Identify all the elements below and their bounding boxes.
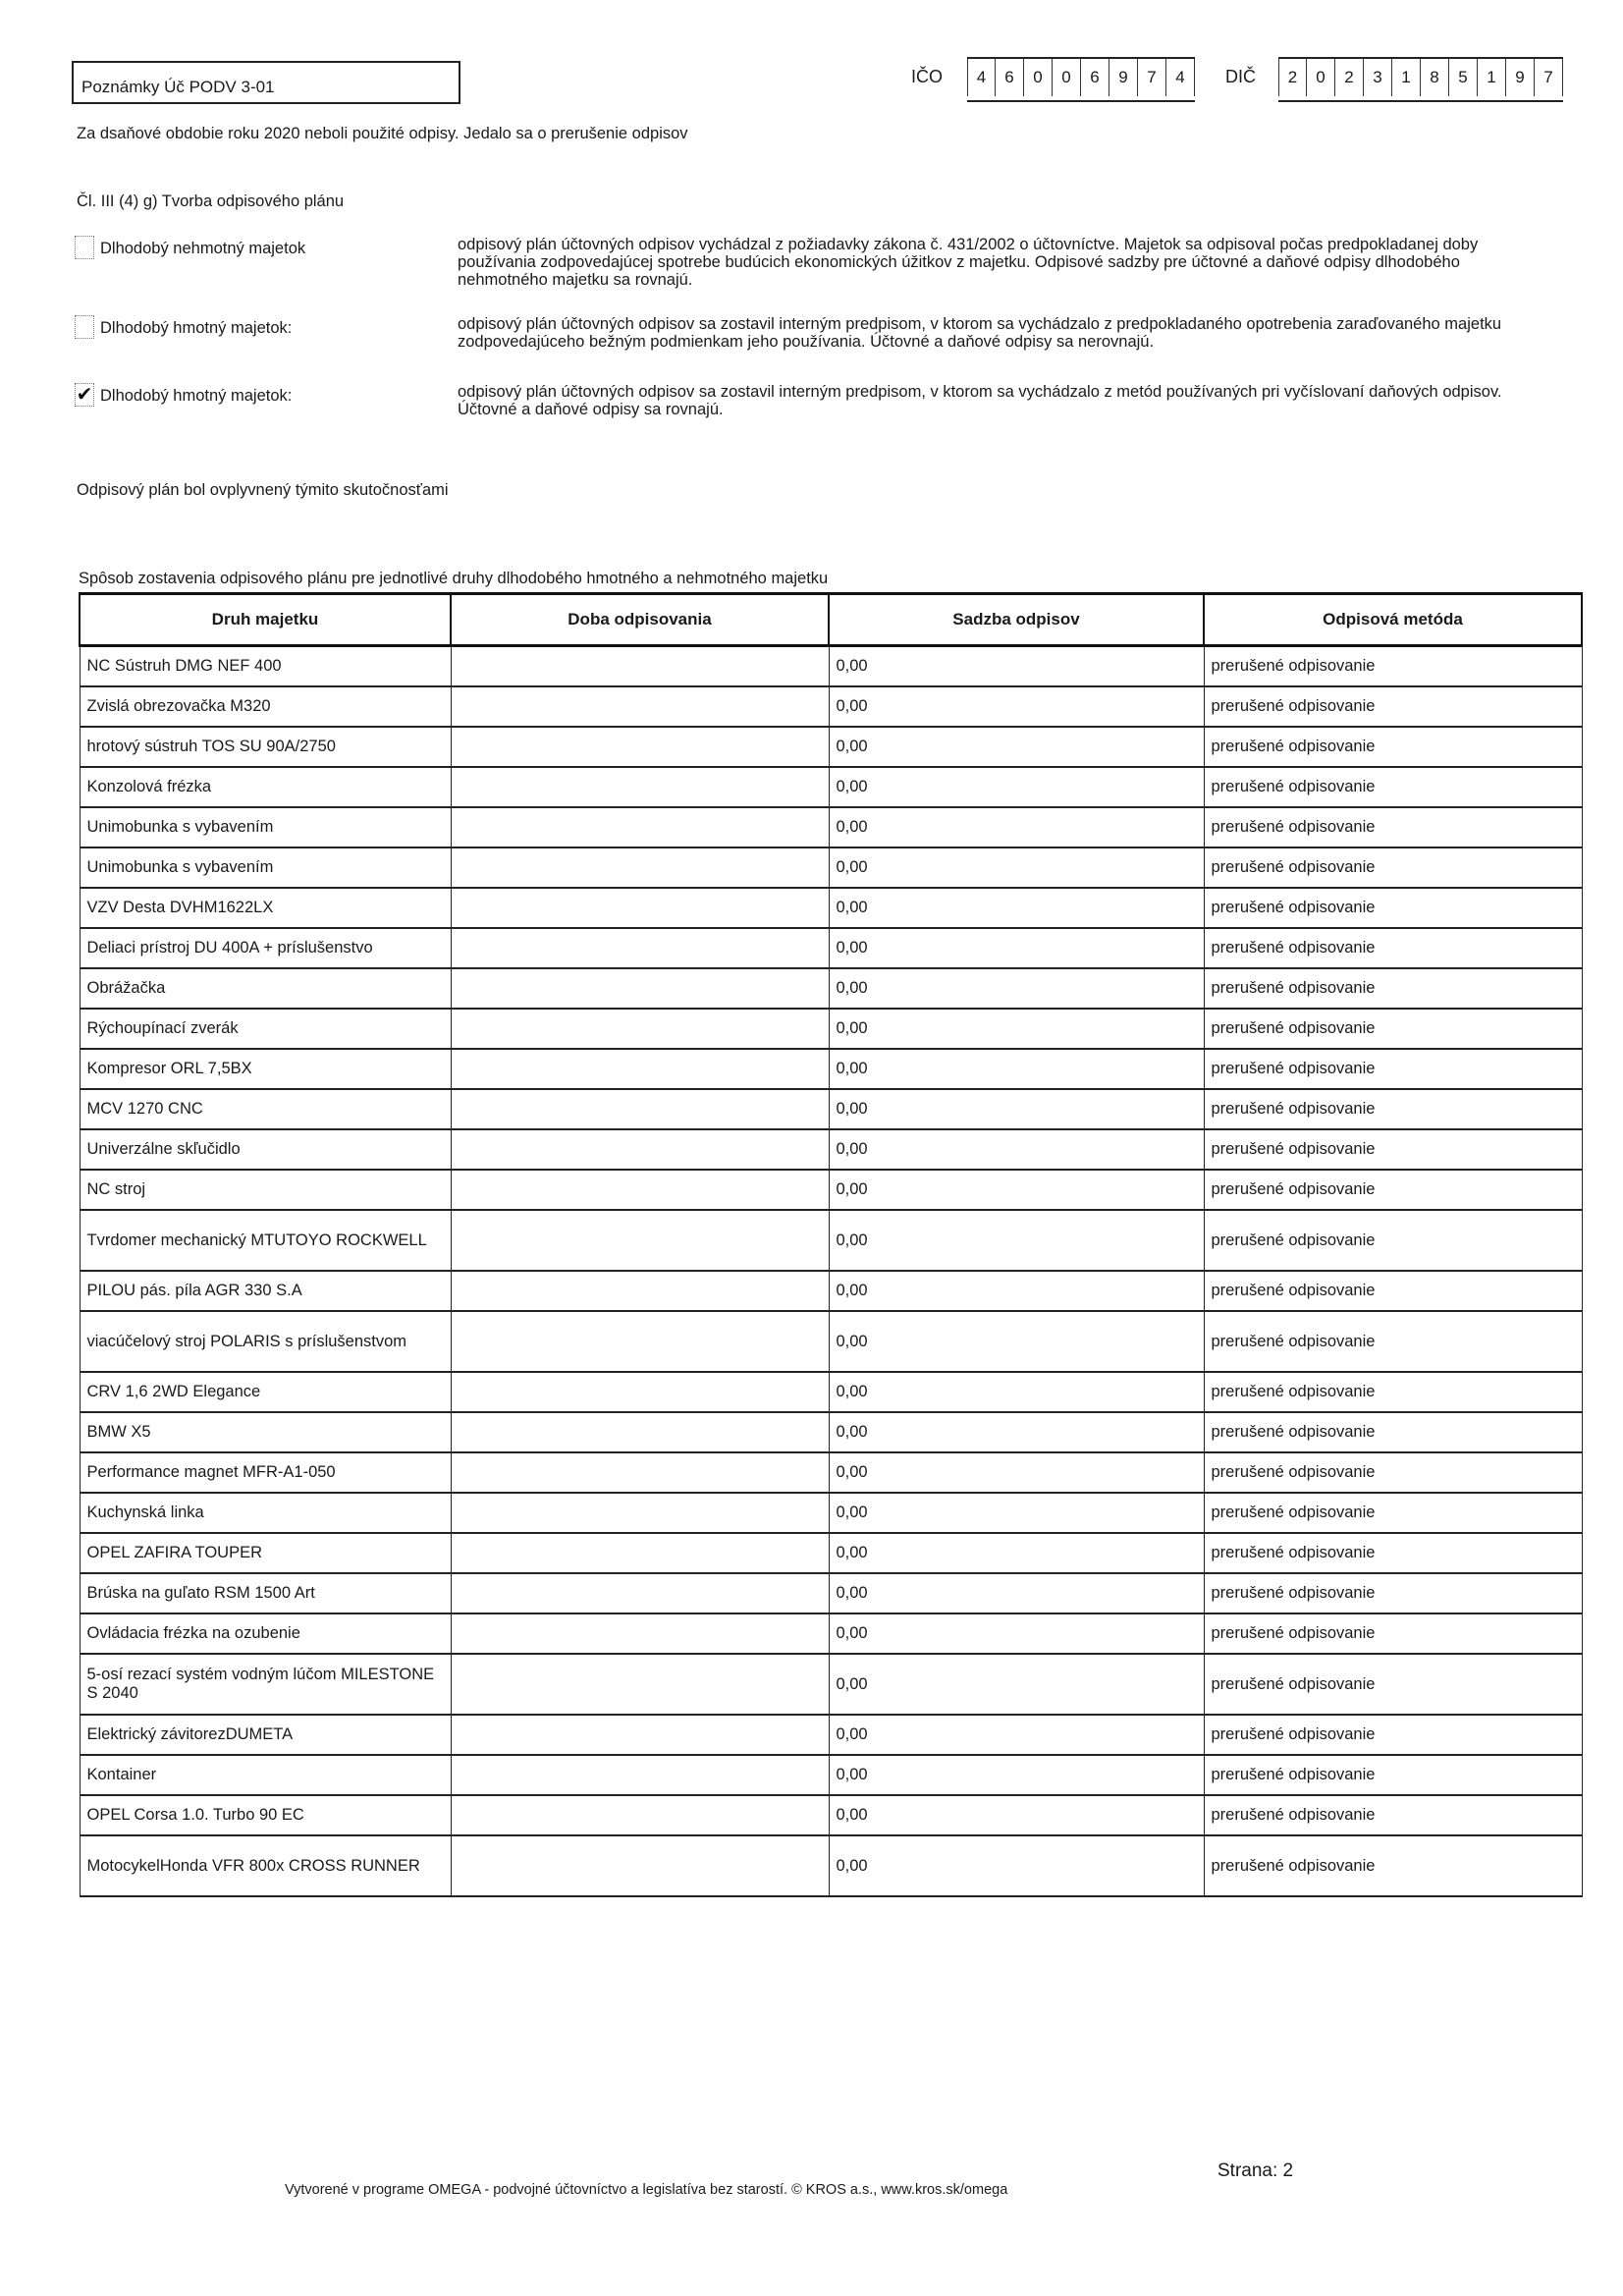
- cell-depreciation-rate: 0,00: [829, 888, 1204, 928]
- cell-asset-type: MCV 1270 CNC: [80, 1089, 451, 1129]
- cell-depreciation-method: prerušené odpisovanie: [1204, 1049, 1582, 1089]
- cell-depreciation-rate: 0,00: [829, 1654, 1204, 1715]
- cell-depreciation-method: prerušené odpisovanie: [1204, 928, 1582, 968]
- table-caption: Spôsob zostavenia odpisového plánu pre jednotlivé druhy dlhodobého hmotného a nehmotného majetku: [79, 570, 829, 587]
- table-row: [80, 1715, 1582, 1755]
- table-row: [80, 968, 1582, 1009]
- cell-asset-type: Unimobunka s vybavením: [80, 807, 451, 847]
- cell-asset-type: Elektrický závitorezDUMETA: [80, 1715, 451, 1755]
- cell-depreciation-period: [451, 928, 829, 968]
- cell-depreciation-period: [451, 1089, 829, 1129]
- cell-asset-type: OPEL ZAFIRA TOUPER: [80, 1533, 451, 1573]
- table-row: [80, 1089, 1582, 1129]
- cell-depreciation-rate: 0,00: [829, 1009, 1204, 1049]
- cell-asset-type: Tvrdomer mechanický MTUTOYO ROCKWELL: [80, 1210, 451, 1271]
- cell-depreciation-rate: 0,00: [829, 1452, 1204, 1493]
- cell-depreciation-period: [451, 1573, 829, 1613]
- id-digit: 2: [1278, 59, 1307, 96]
- option-intangible-assets: [75, 236, 1606, 289]
- cell-asset-type: PILOU pás. píla AGR 330 S.A: [80, 1271, 451, 1311]
- cell-depreciation-period: [451, 847, 829, 888]
- cell-depreciation-rate: 0,00: [829, 727, 1204, 767]
- influence-text: Odpisový plán bol ovplyvnený týmito skutočnosťami: [77, 481, 449, 499]
- header-depreciation-method: Odpisová metóda: [1204, 594, 1582, 646]
- cell-depreciation-rate: 0,00: [829, 686, 1204, 727]
- cell-depreciation-rate: 0,00: [829, 1412, 1204, 1452]
- cell-depreciation-rate: 0,00: [829, 646, 1204, 687]
- cell-depreciation-rate: 0,00: [829, 767, 1204, 807]
- cell-depreciation-rate: 0,00: [829, 1311, 1204, 1372]
- depreciation-table: [79, 592, 1583, 1897]
- cell-depreciation-period: [451, 727, 829, 767]
- cell-depreciation-period: [451, 1372, 829, 1412]
- cell-depreciation-rate: 0,00: [829, 968, 1204, 1009]
- table-row: [80, 1210, 1582, 1271]
- table-row: [80, 1795, 1582, 1835]
- cell-depreciation-method: prerušené odpisovanie: [1204, 847, 1582, 888]
- cell-depreciation-period: [451, 1613, 829, 1654]
- cell-depreciation-rate: 0,00: [829, 1533, 1204, 1573]
- id-digit: 2: [1335, 59, 1364, 96]
- table-row: [80, 1129, 1582, 1170]
- cell-depreciation-rate: 0,00: [829, 1755, 1204, 1795]
- cell-depreciation-method: prerušené odpisovanie: [1204, 646, 1582, 687]
- option-tangible-assets-internal: [75, 315, 1606, 351]
- cell-asset-type: BMW X5: [80, 1412, 451, 1452]
- cell-depreciation-method: prerušené odpisovanie: [1204, 1715, 1582, 1755]
- table-row: [80, 686, 1582, 727]
- table-row: [80, 1755, 1582, 1795]
- cell-depreciation-rate: 0,00: [829, 1129, 1204, 1170]
- cell-asset-type: VZV Desta DVHM1622LX: [80, 888, 451, 928]
- cell-depreciation-period: [451, 1311, 829, 1372]
- table-row: [80, 1049, 1582, 1089]
- table-row: [80, 1573, 1582, 1613]
- table-row: [80, 1372, 1582, 1412]
- cell-depreciation-rate: 0,00: [829, 1795, 1204, 1835]
- option-label: Dlhodobý hmotný majetok:: [100, 387, 293, 405]
- id-digit: 4: [1166, 59, 1195, 96]
- cell-depreciation-method: prerušené odpisovanie: [1204, 807, 1582, 847]
- table-row: [80, 1654, 1582, 1715]
- table-row: [80, 928, 1582, 968]
- cell-asset-type: Ovládacia frézka na ozubenie: [80, 1613, 451, 1654]
- cell-depreciation-rate: 0,00: [829, 1049, 1204, 1089]
- cell-depreciation-rate: 0,00: [829, 1573, 1204, 1613]
- cell-depreciation-rate: 0,00: [829, 1715, 1204, 1755]
- cell-asset-type: Konzolová frézka: [80, 767, 451, 807]
- cell-depreciation-rate: 0,00: [829, 1493, 1204, 1533]
- cell-asset-type: Brúska na guľato RSM 1500 Art: [80, 1573, 451, 1613]
- cell-depreciation-method: prerušené odpisovanie: [1204, 1755, 1582, 1795]
- id-digit: 0: [1053, 59, 1081, 96]
- ico-label: IČO: [911, 67, 944, 86]
- intro-text: Za dsaňové obdobie roku 2020 neboli použité odpisy. Jedalo sa o prerušenie odpisov: [77, 125, 688, 142]
- cell-depreciation-rate: 0,00: [829, 1210, 1204, 1271]
- cell-depreciation-period: [451, 646, 829, 687]
- cell-depreciation-period: [451, 1654, 829, 1715]
- cell-asset-type: Performance magnet MFR-A1-050: [80, 1452, 451, 1493]
- table-row: [80, 1311, 1582, 1372]
- dic-digits: [1278, 57, 1563, 102]
- id-digit: 9: [1109, 59, 1138, 96]
- id-digit: 0: [1307, 59, 1335, 96]
- table-row: [80, 847, 1582, 888]
- cell-depreciation-method: prerušené odpisovanie: [1204, 686, 1582, 727]
- cell-depreciation-method: prerušené odpisovanie: [1204, 1533, 1582, 1573]
- cell-depreciation-period: [451, 807, 829, 847]
- cell-depreciation-method: prerušené odpisovanie: [1204, 1795, 1582, 1835]
- cell-depreciation-method: prerušené odpisovanie: [1204, 1311, 1582, 1372]
- cell-asset-type: 5-osí rezací systém vodným lúčom MILESTONE S 2040: [80, 1654, 451, 1715]
- cell-depreciation-method: prerušené odpisovanie: [1204, 1009, 1582, 1049]
- id-digit: 8: [1421, 59, 1449, 96]
- cell-depreciation-method: prerušené odpisovanie: [1204, 1493, 1582, 1533]
- id-digit: 7: [1535, 59, 1563, 96]
- cell-asset-type: Rýchoupínací zverák: [80, 1009, 451, 1049]
- cell-asset-type: viacúčelový stroj POLARIS s príslušenstvom: [80, 1311, 451, 1372]
- table-row: [80, 1613, 1582, 1654]
- cell-depreciation-period: [451, 888, 829, 928]
- cell-depreciation-rate: 0,00: [829, 1089, 1204, 1129]
- cell-depreciation-rate: 0,00: [829, 807, 1204, 847]
- table-row: [80, 646, 1582, 687]
- cell-asset-type: Univerzálne skľučidlo: [80, 1129, 451, 1170]
- cell-depreciation-method: prerušené odpisovanie: [1204, 968, 1582, 1009]
- cell-depreciation-method: prerušené odpisovanie: [1204, 1271, 1582, 1311]
- cell-depreciation-period: [451, 1835, 829, 1896]
- table-row: [80, 1533, 1582, 1573]
- table-row: [80, 1835, 1582, 1896]
- ico-digits: [967, 57, 1195, 102]
- option-description: odpisový plán účtovných odpisov vychádzal z požiadavky zákona č. 431/2002 o účtovníctve. Majetok sa odpisoval počas predpokladanej doby používania zodpovedajúcej spotrebe budúcich ekonomických úžitkov z majetku. Odpisové sadzby pre účtovné a daňové odpisy dlhodobého nehmotného majetku sa rovnajú.: [458, 236, 1479, 289]
- id-digit: 1: [1392, 59, 1421, 96]
- cell-depreciation-period: [451, 1493, 829, 1533]
- cell-asset-type: Kompresor ORL 7,5BX: [80, 1049, 451, 1089]
- document-title: Poznámky Úč PODV 3-01: [72, 61, 460, 104]
- cell-depreciation-method: prerušené odpisovanie: [1204, 1835, 1582, 1896]
- cell-depreciation-period: [451, 1755, 829, 1795]
- cell-asset-type: MotocykelHonda VFR 800x CROSS RUNNER: [80, 1835, 451, 1896]
- cell-asset-type: Kontainer: [80, 1755, 451, 1795]
- id-digit: 6: [1081, 59, 1109, 96]
- cell-asset-type: CRV 1,6 2WD Elegance: [80, 1372, 451, 1412]
- footer-text: Vytvorené v programe OMEGA - podvojné účtovníctvo a legislatíva bez starostí. © KROS a.s., www.kros.sk/omega: [285, 2182, 1008, 2198]
- cell-depreciation-period: [451, 1129, 829, 1170]
- table-row: [80, 1009, 1582, 1049]
- option-description: odpisový plán účtovných odpisov sa zostavil interným predpisom, v ktorom sa vychádzalo z predpokladaného opotrebenia zaraďovaného majetku zodpovedajúceho bežným podmienkam jeho používania. Účtovné a daňové odpisy sa nerovnajú.: [458, 315, 1502, 351]
- cell-depreciation-rate: 0,00: [829, 1613, 1204, 1654]
- cell-depreciation-period: [451, 1795, 829, 1835]
- id-digit: 3: [1364, 59, 1392, 96]
- cell-depreciation-method: prerušené odpisovanie: [1204, 1372, 1582, 1412]
- cell-depreciation-method: prerušené odpisovanie: [1204, 1170, 1582, 1210]
- cell-asset-type: Unimobunka s vybavením: [80, 847, 451, 888]
- option-label: Dlhodobý nehmotný majetok: [100, 240, 306, 257]
- cell-depreciation-period: [451, 1271, 829, 1311]
- cell-depreciation-period: [451, 1533, 829, 1573]
- cell-depreciation-period: [451, 1452, 829, 1493]
- cell-asset-type: hrotový sústruh TOS SU 90A/2750: [80, 727, 451, 767]
- cell-depreciation-method: prerušené odpisovanie: [1204, 1613, 1582, 1654]
- table-row: [80, 1170, 1582, 1210]
- table-row: [80, 1493, 1582, 1533]
- option-description: odpisový plán účtovných odpisov sa zostavil interným predpisom, v ktorom sa vychádzalo z metód používaných pri vyčíslovaní daňových odpisov. Účtovné a daňové odpisy sa rovnajú.: [458, 383, 1502, 418]
- cell-depreciation-rate: 0,00: [829, 847, 1204, 888]
- table-row: [80, 1271, 1582, 1311]
- cell-depreciation-rate: 0,00: [829, 1835, 1204, 1896]
- dic-label: DIČ: [1225, 67, 1256, 86]
- header-depreciation-period: Doba odpisovania: [451, 594, 829, 646]
- cell-asset-type: Zvislá obrezovačka M320: [80, 686, 451, 727]
- header-depreciation-rate: Sadzba odpisov: [829, 594, 1204, 646]
- cell-depreciation-method: prerušené odpisovanie: [1204, 767, 1582, 807]
- id-digit: 0: [1024, 59, 1053, 96]
- table-row: [80, 1452, 1582, 1493]
- section-heading: Čl. III (4) g) Tvorba odpisového plánu: [77, 192, 345, 210]
- cell-depreciation-period: [451, 1412, 829, 1452]
- cell-depreciation-rate: 0,00: [829, 1372, 1204, 1412]
- id-digit: 5: [1449, 59, 1478, 96]
- table-row: [80, 767, 1582, 807]
- cell-asset-type: NC Sústruh DMG NEF 400: [80, 646, 451, 687]
- cell-asset-type: Kuchynská linka: [80, 1493, 451, 1533]
- option-tangible-assets-tax: [75, 383, 1606, 418]
- cell-depreciation-period: [451, 686, 829, 727]
- cell-asset-type: Deliaci prístroj DU 400A + príslušenstvo: [80, 928, 451, 968]
- cell-asset-type: NC stroj: [80, 1170, 451, 1210]
- cell-depreciation-method: prerušené odpisovanie: [1204, 1654, 1582, 1715]
- cell-depreciation-method: prerušené odpisovanie: [1204, 1452, 1582, 1493]
- cell-depreciation-period: [451, 1049, 829, 1089]
- cell-depreciation-period: [451, 1715, 829, 1755]
- table-row: [80, 727, 1582, 767]
- page-number: Strana: 2: [1217, 2160, 1294, 2181]
- id-digit: 6: [996, 59, 1024, 96]
- cell-depreciation-method: prerušené odpisovanie: [1204, 888, 1582, 928]
- cell-depreciation-rate: 0,00: [829, 1271, 1204, 1311]
- cell-depreciation-method: prerušené odpisovanie: [1204, 1089, 1582, 1129]
- cell-depreciation-method: prerušené odpisovanie: [1204, 1129, 1582, 1170]
- id-digit: 7: [1138, 59, 1166, 96]
- header-asset-type: Druh majetku: [80, 594, 451, 646]
- id-digit: 1: [1478, 59, 1506, 96]
- cell-depreciation-period: [451, 767, 829, 807]
- id-digit: 4: [967, 59, 996, 96]
- checkbox-intangible[interactable]: [75, 236, 94, 259]
- checkbox-tangible-tax[interactable]: ✔: [76, 384, 93, 406]
- cell-depreciation-method: prerušené odpisovanie: [1204, 1573, 1582, 1613]
- cell-depreciation-rate: 0,00: [829, 1170, 1204, 1210]
- cell-depreciation-rate: 0,00: [829, 928, 1204, 968]
- cell-depreciation-period: [451, 1170, 829, 1210]
- cell-depreciation-period: [451, 968, 829, 1009]
- table-row: [80, 1412, 1582, 1452]
- cell-asset-type: Obrážačka: [80, 968, 451, 1009]
- table-row: [80, 807, 1582, 847]
- cell-depreciation-period: [451, 1210, 829, 1271]
- cell-depreciation-method: prerušené odpisovanie: [1204, 1412, 1582, 1452]
- table-row: [80, 888, 1582, 928]
- cell-depreciation-method: prerušené odpisovanie: [1204, 727, 1582, 767]
- table-header-row: [80, 594, 1582, 646]
- cell-depreciation-period: [451, 1009, 829, 1049]
- id-digit: 9: [1506, 59, 1535, 96]
- checkbox-tangible-internal[interactable]: [75, 315, 94, 339]
- cell-depreciation-method: prerušené odpisovanie: [1204, 1210, 1582, 1271]
- cell-asset-type: OPEL Corsa 1.0. Turbo 90 EC: [80, 1795, 451, 1835]
- option-label: Dlhodobý hmotný majetok:: [100, 319, 293, 337]
